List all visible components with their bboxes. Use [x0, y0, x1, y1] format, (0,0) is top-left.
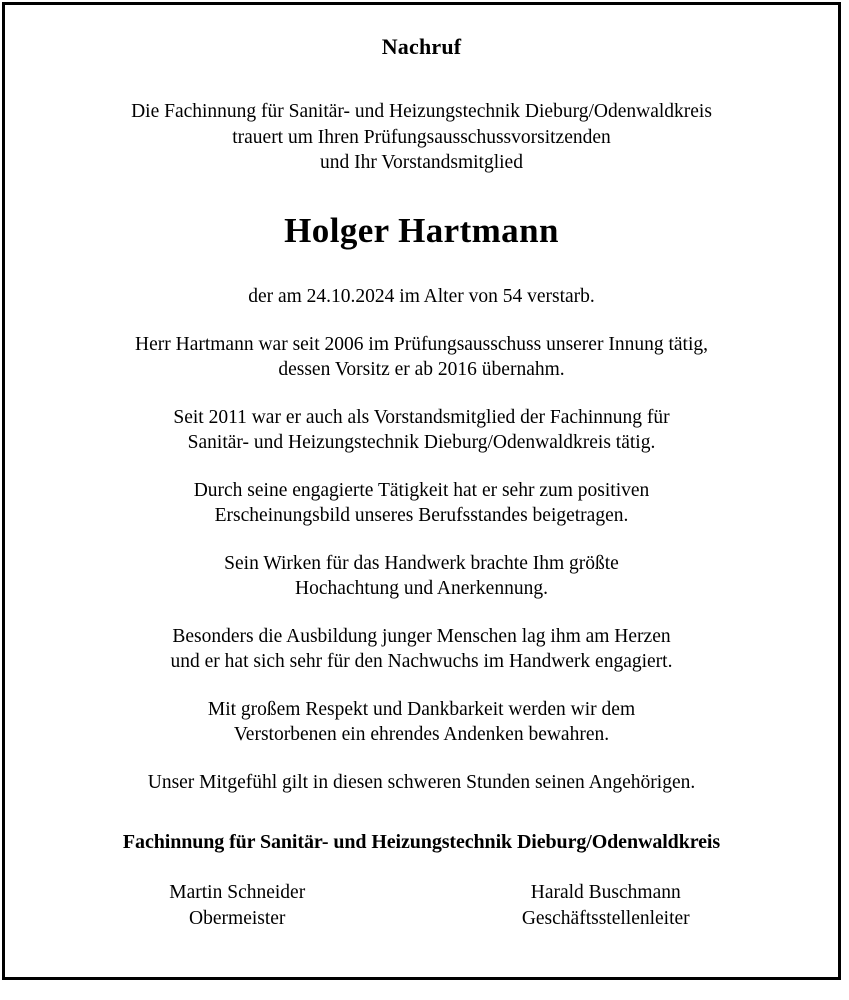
- organization-name: Fachinnung für Sanitär- und Heizungstechnik Dieburg/Odenwaldkreis: [122, 831, 721, 854]
- tribute-paragraph: [23, 697, 820, 748]
- obituary-notice: [2, 2, 841, 980]
- signatory-name: Martin Schneider: [169, 882, 306, 904]
- deceased-name: Holger Hartmann: [284, 210, 559, 250]
- signatory-right: [422, 880, 791, 931]
- intro-line: trauert um Ihren Prüfungsausschussvorsitzenden: [232, 126, 611, 148]
- paragraph-line: und er hat sich sehr für den Nachwuchs im Handwerk engagiert.: [170, 651, 673, 673]
- paragraph-line: Herr Hartmann war seit 2006 im Prüfungsausschuss unserer Innung tätig,: [135, 333, 708, 355]
- intro-paragraph: [23, 99, 820, 176]
- paragraph-line: Durch seine engagierte Tätigkeit hat er sehr zum positiven: [193, 479, 650, 501]
- signatory-role: Geschäftsstellenleiter: [521, 907, 690, 929]
- tribute-paragraph: [23, 405, 820, 456]
- paragraph-line: Erscheinungsbild unseres Berufsstandes beigetragen.: [214, 505, 629, 527]
- tribute-paragraph: [23, 478, 820, 529]
- intro-line: Die Fachinnung für Sanitär- und Heizungstechnik Dieburg/Odenwaldkreis: [131, 101, 712, 123]
- signatory-name: Harald Buschmann: [530, 882, 681, 904]
- intro-line: und Ihr Vorstandsmitglied: [320, 152, 523, 174]
- tribute-paragraph: [23, 624, 820, 675]
- paragraph-line: Besonders die Ausbildung junger Menschen lag ihm am Herzen: [172, 625, 671, 647]
- notice-headline: Nachruf: [381, 34, 462, 59]
- paragraph-line: Seit 2011 war er auch als Vorstandsmitglied der Fachinnung für: [173, 406, 670, 428]
- death-details: der am 24.10.2024 im Alter von 54 verstarb.: [248, 286, 595, 308]
- signatory-left: [53, 880, 422, 931]
- tribute-paragraph: [23, 551, 820, 602]
- paragraph-line: Hochachtung und Anerkennung.: [295, 578, 548, 600]
- notice-content: [5, 35, 838, 931]
- paragraph-line: Sanitär- und Heizungstechnik Dieburg/Odenwaldkreis tätig.: [187, 432, 656, 454]
- paragraph-line: Verstorbenen ein ehrendes Andenken bewahren.: [233, 724, 610, 746]
- tribute-paragraph: [23, 332, 820, 383]
- paragraph-line: Unser Mitgefühl gilt in diesen schweren Stunden seinen Angehörigen.: [147, 771, 696, 793]
- signature-block: [23, 880, 820, 931]
- paragraph-line: Sein Wirken für das Handwerk brachte Ihm größte: [224, 552, 619, 574]
- signatory-role: Obermeister: [189, 907, 286, 929]
- condolence-paragraph: [23, 770, 820, 796]
- paragraph-line: Mit großem Respekt und Dankbarkeit werden wir dem: [207, 698, 636, 720]
- paragraph-line: dessen Vorsitz er ab 2016 übernahm.: [278, 359, 565, 381]
